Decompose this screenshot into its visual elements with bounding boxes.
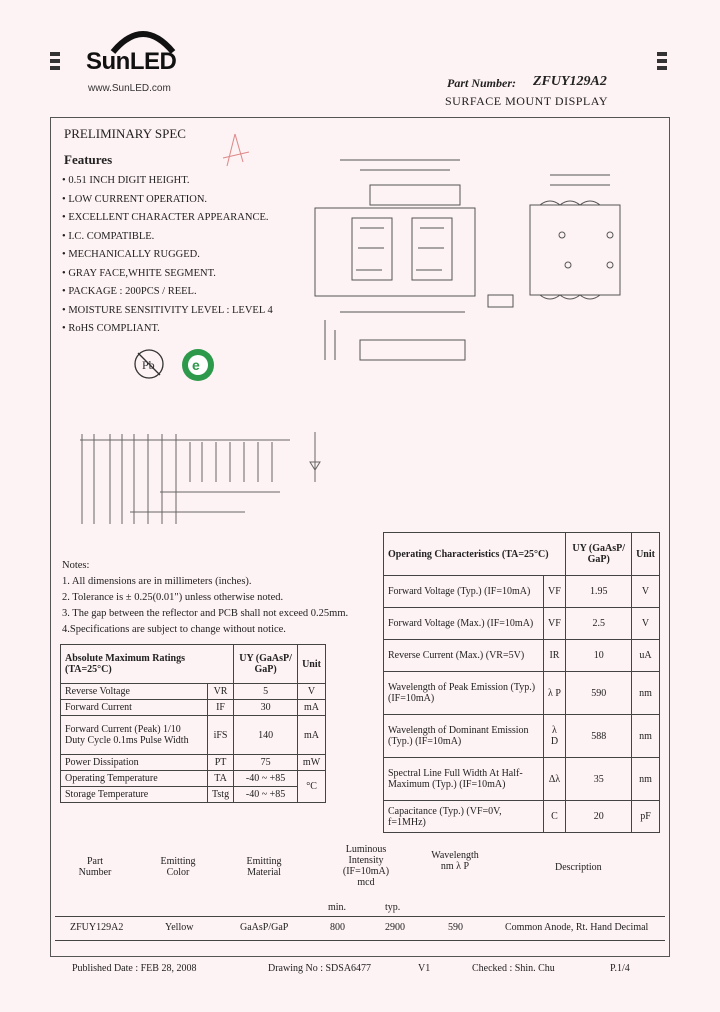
symbol-cell: IF — [207, 700, 233, 716]
table-row — [384, 576, 660, 608]
note-item: 3. The gap between the reflector and PCB shall not exceed 0.25mm. — [62, 608, 349, 619]
pb-free-icon — [132, 347, 166, 381]
table-row — [61, 787, 326, 803]
param-cell: Reverse Voltage — [61, 684, 208, 700]
param-cell: Power Dissipation — [61, 755, 208, 771]
param-cell: Wavelength of Peak Emission (Typ.) (IF=10mA) — [384, 672, 544, 715]
feature-item: • 0.51 INCH DIGIT HEIGHT. — [62, 172, 273, 191]
divider — [55, 940, 665, 941]
feature-item: • LOW CURRENT OPERATION. — [62, 191, 273, 210]
table-row — [61, 684, 326, 700]
unit-cell: nm — [632, 715, 660, 758]
value-cell: 30 — [234, 700, 298, 716]
feature-item: • MOISTURE SENSITIVITY LEVEL : LEVEL 4 — [62, 302, 273, 321]
value-cell: 590 — [566, 672, 632, 715]
value-cell: 75 — [234, 755, 298, 771]
unit-cell: mA — [298, 716, 326, 755]
col-luminous-intensity: Luminous Intensity (IF=10mA) mcd — [342, 844, 390, 888]
unit-cell: pF — [632, 801, 660, 833]
note-item: 2. Tolerance is ± 0.25(0.01") unless otherwise noted. — [62, 592, 284, 603]
feature-item: • MECHANICALLY RUGGED. — [62, 246, 273, 265]
feature-item: • I.C. COMPATIBLE. — [62, 228, 273, 247]
symbol-cell: PT — [207, 755, 233, 771]
table-row — [61, 700, 326, 716]
value-cell: 35 — [566, 758, 632, 801]
max-ratings-col-unit: Unit — [298, 645, 326, 684]
features-list — [62, 172, 273, 339]
circuit-diagram — [70, 392, 350, 540]
feature-item: • PACKAGE : 200PCS / REEL. — [62, 283, 273, 302]
param-cell: Forward Current — [61, 700, 208, 716]
value-cell: 588 — [566, 715, 632, 758]
max-ratings-header: Absolute Maximum Ratings (TA=25°C) — [61, 645, 234, 684]
param-cell: Forward Voltage (Max.) (IF=10mA) — [384, 608, 544, 640]
param-cell: Forward Current (Peak) 1/10 Duty Cycle 0.1ms Pulse Width — [61, 716, 208, 755]
operating-characteristics-table — [383, 532, 660, 833]
table-row — [384, 608, 660, 640]
unit-cell: mW — [298, 755, 326, 771]
spec-title: PRELIMINARY SPEC — [64, 126, 186, 141]
symbol-cell: Tstg — [207, 787, 233, 803]
table-row — [61, 771, 326, 787]
param-cell: Storage Temperature — [61, 787, 208, 803]
value-cell: 5 — [234, 684, 298, 700]
brand-logo: SunLED — [86, 48, 177, 75]
right-bars-icon — [657, 52, 667, 73]
op-chars-col-unit: Unit — [632, 533, 660, 576]
param-cell: Capacitance (Typ.) (VF=0V, f=1MHz) — [384, 801, 544, 833]
col-wavelength: Wavelength nm λ P — [431, 850, 479, 872]
symbol-cell: TA — [207, 771, 233, 787]
table-row — [384, 758, 660, 801]
table-row — [384, 640, 660, 672]
unit-cell: mA — [298, 700, 326, 716]
note-item: 4.Specifications are subject to change without notice. — [62, 624, 286, 635]
row-color: Yellow — [165, 922, 194, 933]
col-emitting-material: Emitting Material — [246, 856, 282, 878]
op-chars-header: Operating Characteristics (TA=25°C) — [384, 533, 566, 576]
col-emitting-color: Emitting Color — [160, 856, 196, 878]
max-ratings-col-uy: UY (GaAsP/ GaP) — [234, 645, 298, 684]
col-part-number: Part Number — [78, 856, 112, 878]
notes-block — [62, 558, 348, 638]
sub-min: min. — [328, 902, 347, 913]
divider — [55, 916, 665, 917]
value-cell: -40 ~ +85 — [234, 787, 298, 803]
symbol-cell: IR — [543, 640, 566, 672]
unit-cell: uA — [632, 640, 660, 672]
param-cell: Spectral Line Full Width At Half-Maximum (Typ.) (IF=10mA) — [384, 758, 544, 801]
row-wavelength: 590 — [448, 922, 463, 933]
brand-url: www.SunLED.com — [88, 83, 171, 94]
value-cell: 2.5 — [566, 608, 632, 640]
symbol-cell: Δλ — [543, 758, 566, 801]
col-description: Description — [555, 862, 602, 873]
unit-cell: nm — [632, 672, 660, 715]
package-dimension-drawing — [300, 140, 630, 380]
features-heading: Features — [64, 152, 113, 167]
value-cell: 140 — [234, 716, 298, 755]
unit-cell: V — [632, 608, 660, 640]
value-cell: 1.95 — [566, 576, 632, 608]
max-ratings-table — [60, 644, 326, 803]
note-item: 1. All dimensions are in millimeters (inches). — [62, 576, 252, 587]
left-bars-icon — [50, 52, 60, 73]
drawing-number: Drawing No : SDSA6477 — [268, 963, 372, 974]
param-cell: Reverse Current (Max.) (VR=5V) — [384, 640, 544, 672]
row-typ: 2900 — [385, 922, 405, 933]
part-number-label: Part Number: — [447, 76, 516, 90]
page-number: P.1/4 — [610, 963, 630, 974]
unit-cell: °C — [298, 771, 326, 803]
op-chars-col-uy: UY (GaAsP/ GaP) — [566, 533, 632, 576]
rohs-e-icon — [180, 347, 216, 383]
part-number-value: ZFUY129A2 — [533, 74, 607, 89]
signature-mark — [215, 130, 255, 170]
sub-typ: typ. — [385, 902, 401, 913]
svg-text:e: e — [192, 357, 200, 373]
table-row — [384, 672, 660, 715]
published-date: Published Date : FEB 28, 2008 — [72, 963, 197, 974]
unit-cell: V — [632, 576, 660, 608]
unit-cell: V — [298, 684, 326, 700]
svg-text:Pb: Pb — [142, 358, 155, 372]
unit-cell: nm — [632, 758, 660, 801]
symbol-cell: VF — [543, 576, 566, 608]
param-cell: Wavelength of Dominant Emission (Typ.) (IF=10mA) — [384, 715, 544, 758]
notes-title: Notes: — [62, 560, 90, 571]
row-min: 800 — [330, 922, 345, 933]
symbol-cell: C — [543, 801, 566, 833]
feature-item: • GRAY FACE,WHITE SEGMENT. — [62, 265, 273, 284]
feature-item: • EXCELLENT CHARACTER APPEARANCE. — [62, 209, 273, 228]
value-cell: 10 — [566, 640, 632, 672]
checked-by: Checked : Shin. Chu — [472, 963, 555, 974]
version: V1 — [418, 963, 431, 974]
table-row — [384, 801, 660, 833]
row-material: GaAsP/GaP — [240, 922, 289, 933]
param-cell: Operating Temperature — [61, 771, 208, 787]
symbol-cell: iFS — [207, 716, 233, 755]
value-cell: 20 — [566, 801, 632, 833]
symbol-cell: VR — [207, 684, 233, 700]
symbol-cell: λ D — [543, 715, 566, 758]
feature-item: • RoHS COMPLIANT. — [62, 320, 273, 339]
value-cell: -40 ~ +85 — [234, 771, 298, 787]
product-subtitle: SURFACE MOUNT DISPLAY — [445, 94, 608, 108]
row-description: Common Anode, Rt. Hand Decimal — [505, 922, 649, 933]
table-row — [384, 715, 660, 758]
table-row — [61, 716, 326, 755]
symbol-cell: VF — [543, 608, 566, 640]
symbol-cell: λ P — [543, 672, 566, 715]
param-cell: Forward Voltage (Typ.) (IF=10mA) — [384, 576, 544, 608]
row-part-number: ZFUY129A2 — [70, 922, 124, 933]
table-row — [61, 755, 326, 771]
